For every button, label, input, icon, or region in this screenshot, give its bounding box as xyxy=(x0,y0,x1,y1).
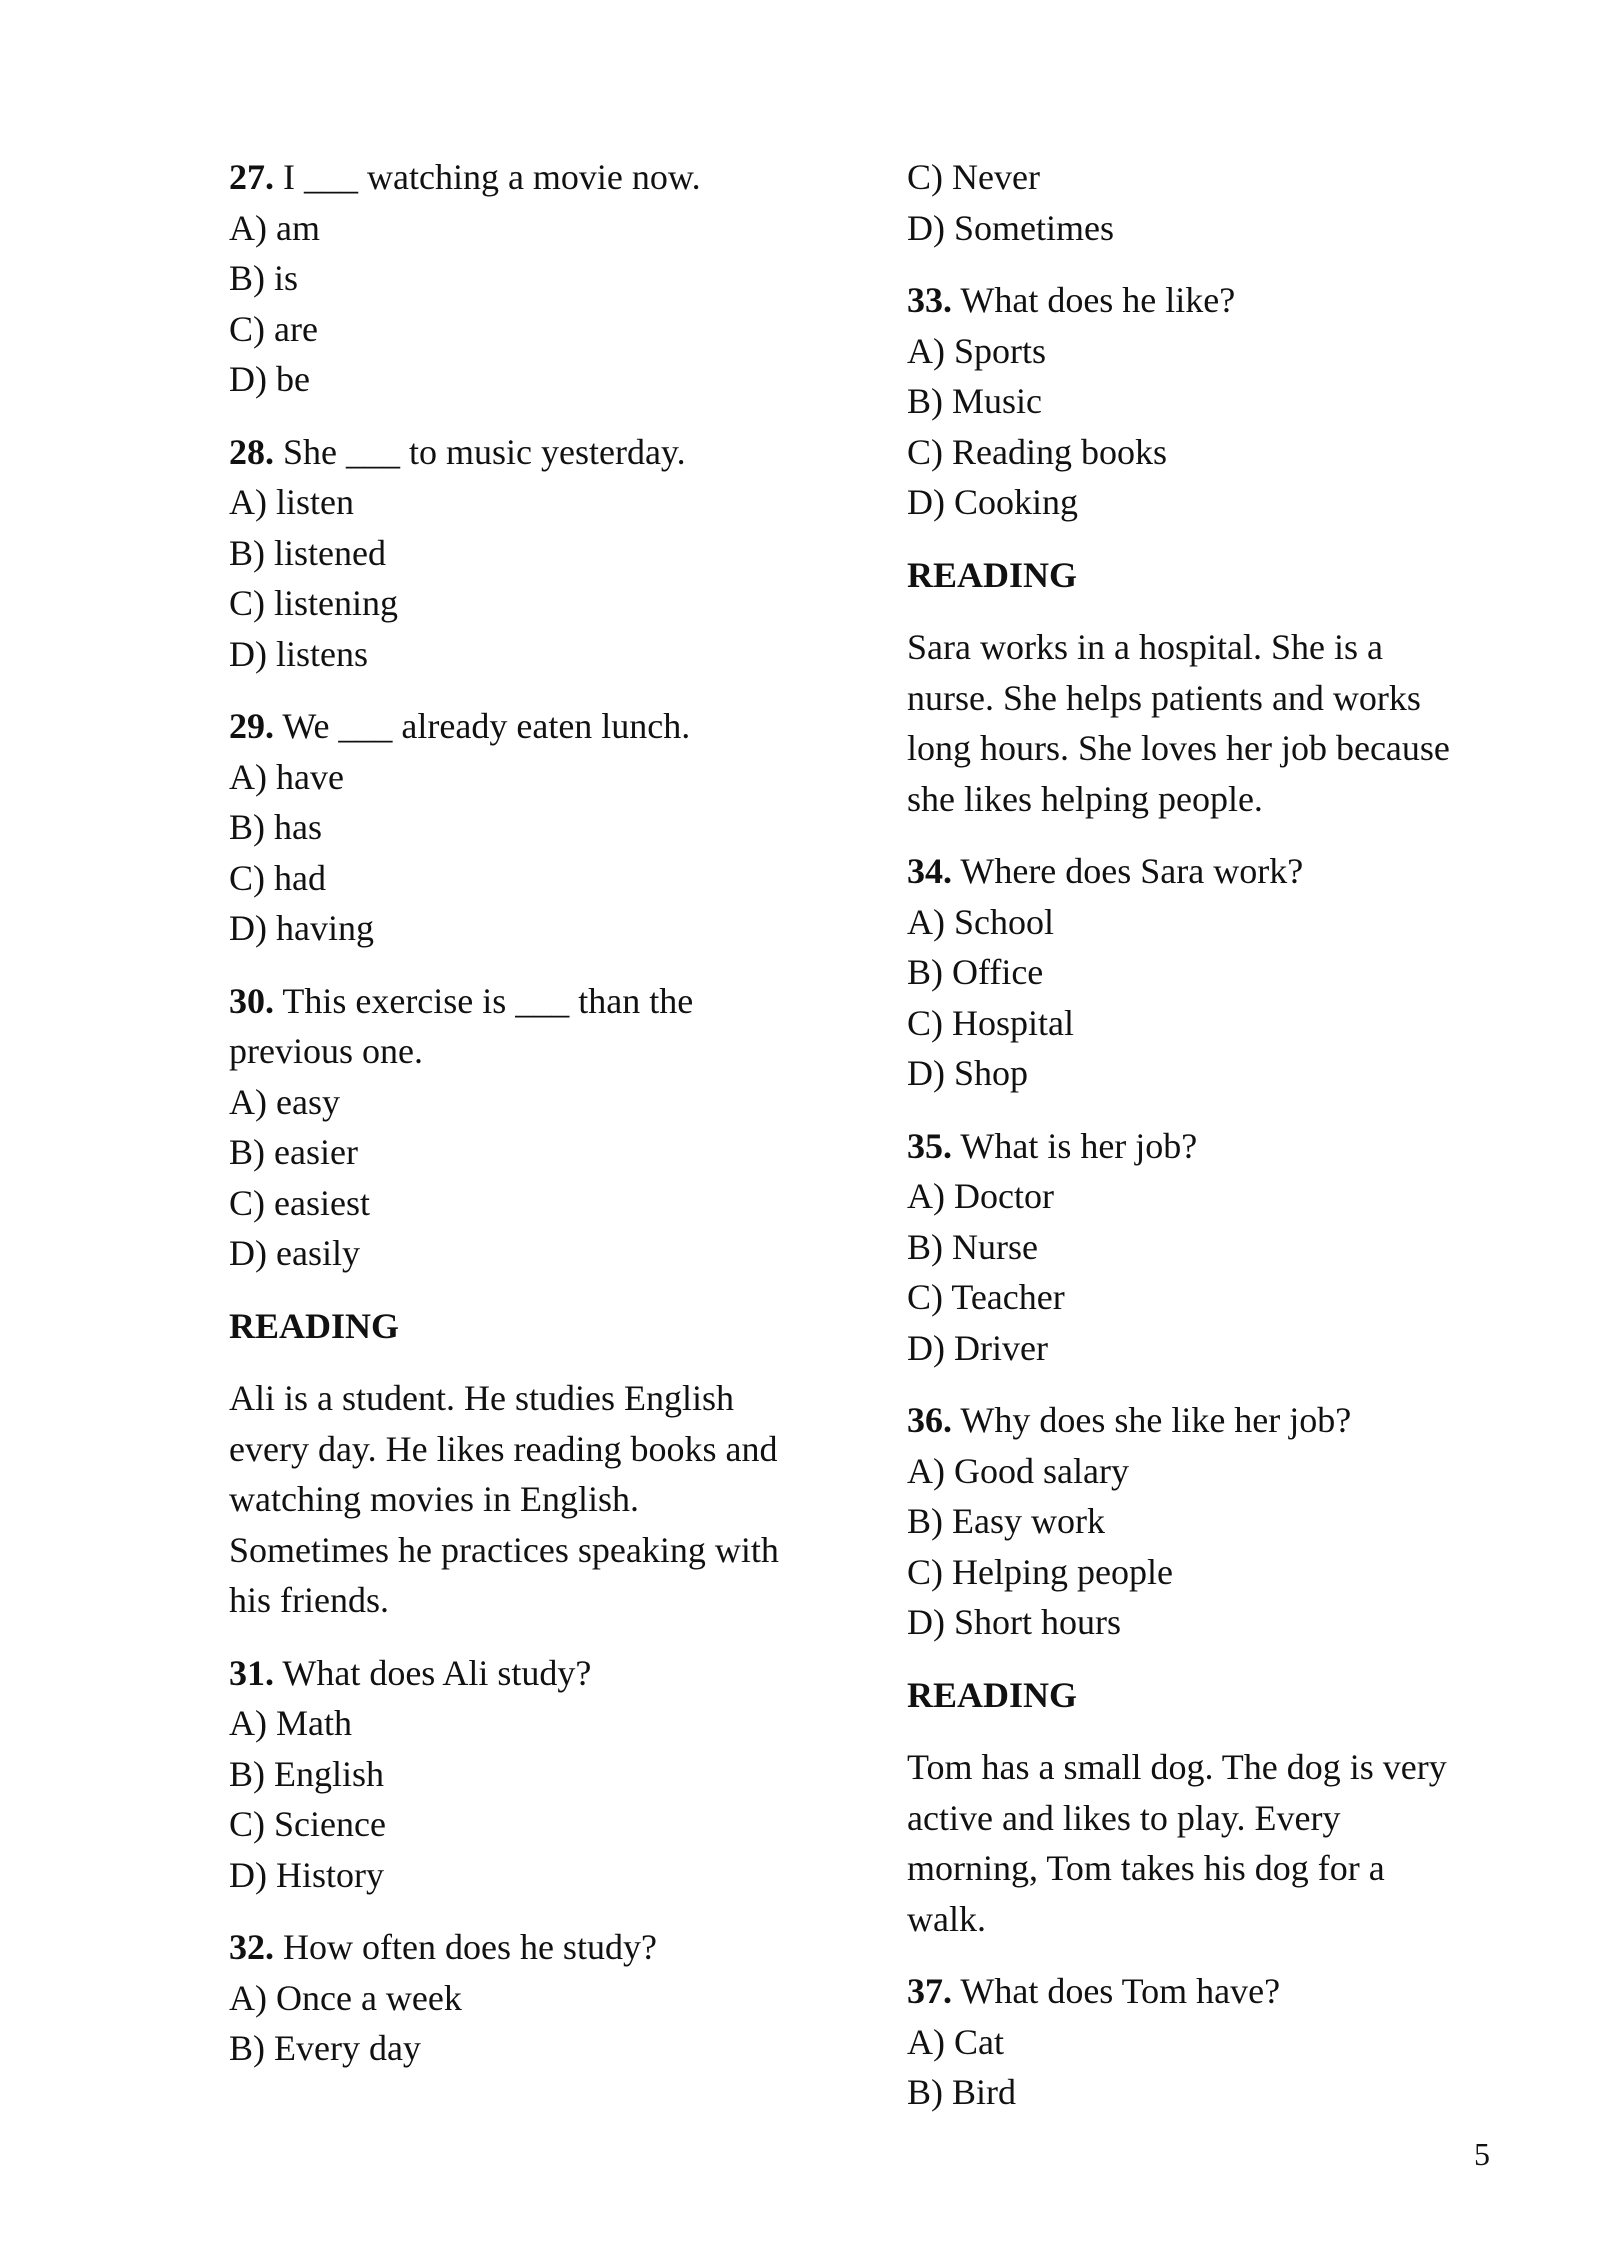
passage-line: she likes helping people. xyxy=(907,778,1263,819)
passage-line: watching movies in English. xyxy=(229,1479,639,1519)
block-spacer xyxy=(907,253,1507,275)
passage-line: Ali is a student. He studies English xyxy=(229,1378,734,1418)
answer-option: A) Math xyxy=(229,1703,352,1743)
right-column xyxy=(907,152,1507,2118)
question-stem-line xyxy=(907,846,1507,897)
answer-option: B) Easy work xyxy=(907,1501,1105,1541)
question-text: What does he like? xyxy=(960,280,1236,320)
question-number: 34. xyxy=(907,851,952,891)
answer-option: B) Bird xyxy=(907,2072,1017,2112)
answer-option: C) are xyxy=(229,308,318,349)
question-text: Why does she like her job? xyxy=(960,1400,1352,1440)
answer-option: B) easier xyxy=(229,1132,358,1172)
question-stem-line xyxy=(907,1395,1507,1446)
answer-option: A) easy xyxy=(229,1081,340,1122)
question-stem-line xyxy=(229,1922,829,1973)
passage-line: Sara works in a hospital. She is a xyxy=(907,627,1383,667)
passage-line: Sometimes he practices speaking with xyxy=(229,1529,779,1570)
answer-option: B) Office xyxy=(907,952,1044,992)
question-stem-line xyxy=(229,1026,829,1077)
answer-option: A) am xyxy=(229,207,320,248)
question-block xyxy=(229,701,829,954)
question-continuation xyxy=(907,152,1507,253)
question-block xyxy=(907,1121,1507,1374)
block-spacer xyxy=(229,1626,829,1648)
passage-line: Tom has a small dog. The dog is very xyxy=(907,1747,1447,1787)
question-block xyxy=(907,1966,1507,2118)
reading-passage xyxy=(907,1742,1507,1944)
question-text: How often does he study? xyxy=(283,1927,657,1967)
answer-option: B) is xyxy=(229,258,299,298)
section-heading: READING xyxy=(907,1674,1078,1715)
question-number: 30. xyxy=(229,980,274,1021)
block-spacer xyxy=(907,1648,1507,1670)
answer-option: D) Shop xyxy=(907,1053,1029,1093)
question-block xyxy=(229,152,829,405)
block-spacer xyxy=(229,679,829,701)
answer-option: B) has xyxy=(229,807,322,847)
answer-option: C) Hospital xyxy=(907,1002,1074,1043)
question-stem-line xyxy=(907,1966,1507,2017)
answer-option: B) Music xyxy=(907,381,1042,421)
block-spacer xyxy=(229,1351,829,1373)
answer-option: B) listened xyxy=(229,532,386,573)
answer-option: A) Once a week xyxy=(229,1977,462,2018)
question-text: I ___ watching a movie now. xyxy=(283,157,701,197)
block-spacer xyxy=(907,528,1507,550)
question-number: 35. xyxy=(907,1125,952,1166)
answer-option: A) Cat xyxy=(907,2021,1004,2062)
question-stem-line xyxy=(907,275,1507,326)
block-spacer xyxy=(907,824,1507,846)
question-stem-line xyxy=(229,701,829,752)
question-block xyxy=(229,1648,829,1901)
question-number: 29. xyxy=(229,706,274,746)
answer-option: C) listening xyxy=(229,583,398,623)
answer-option: C) Reading books xyxy=(907,431,1167,472)
answer-option: C) Science xyxy=(229,1804,386,1844)
answer-option: D) having xyxy=(229,908,374,948)
answer-option: C) easiest xyxy=(229,1182,370,1223)
question-block xyxy=(907,275,1507,528)
passage-line: his friends. xyxy=(229,1580,389,1620)
question-text: We ___ already eaten lunch. xyxy=(282,706,691,746)
answer-option: A) School xyxy=(907,901,1054,942)
section-heading: READING xyxy=(907,554,1078,595)
question-number: 32. xyxy=(229,1927,274,1967)
question-stem-line xyxy=(907,1121,1507,1172)
question-number: 27. xyxy=(229,157,274,197)
question-text: previous one. xyxy=(229,1031,423,1071)
answer-option: C) had xyxy=(229,857,326,898)
question-block xyxy=(907,1395,1507,1648)
answer-option: C) Helping people xyxy=(907,1551,1173,1592)
question-number: 28. xyxy=(229,431,274,472)
block-spacer xyxy=(229,1279,829,1301)
answer-option: B) English xyxy=(229,1753,385,1794)
answer-option: D) listens xyxy=(229,633,368,674)
question-block xyxy=(229,976,829,1279)
answer-option: C) Never xyxy=(907,157,1040,197)
question-block xyxy=(229,1922,829,2074)
question-number: 33. xyxy=(907,280,952,320)
answer-option: D) Sometimes xyxy=(907,207,1114,248)
question-text: This exercise is ___ than the xyxy=(282,980,694,1021)
answer-option: D) Driver xyxy=(907,1327,1048,1368)
question-text: What does Tom have? xyxy=(960,1971,1281,2011)
reading-passage xyxy=(229,1373,829,1626)
question-stem-line xyxy=(229,427,829,478)
block-spacer xyxy=(229,954,829,976)
block-spacer xyxy=(907,1720,1507,1742)
passage-line: nurse. She helps patients and works xyxy=(907,677,1421,718)
question-block xyxy=(907,846,1507,1099)
page-number: 5 xyxy=(1474,2136,1490,2172)
answer-option: A) Good salary xyxy=(907,1450,1129,1491)
question-text: What does Ali study? xyxy=(282,1652,592,1693)
answer-option: C) Teacher xyxy=(907,1277,1065,1317)
section-heading: READING xyxy=(229,1305,400,1346)
answer-option: D) be xyxy=(229,359,310,399)
question-number: 37. xyxy=(907,1971,952,2011)
left-column xyxy=(229,152,829,2074)
answer-option: B) Every day xyxy=(229,2028,421,2068)
block-spacer xyxy=(229,1900,829,1922)
answer-option: A) Sports xyxy=(907,330,1047,371)
answer-option: B) Nurse xyxy=(907,1226,1038,1267)
answer-option: D) History xyxy=(229,1854,384,1895)
passage-line: morning, Tom takes his dog for a xyxy=(907,1848,1385,1888)
answer-option: D) Short hours xyxy=(907,1602,1121,1642)
question-stem-line xyxy=(229,1648,829,1699)
answer-option: D) easily xyxy=(229,1233,360,1273)
block-spacer xyxy=(907,1099,1507,1121)
passage-line: active and likes to play. Every xyxy=(907,1797,1341,1838)
passage-line: long hours. She loves her job because xyxy=(907,728,1450,768)
question-text: What is her job? xyxy=(960,1125,1198,1166)
question-text: Where does Sara work? xyxy=(960,851,1304,891)
question-text: She ___ to music yesterday. xyxy=(283,431,686,472)
question-block xyxy=(229,427,829,680)
block-spacer xyxy=(229,405,829,427)
answer-option: A) have xyxy=(229,756,344,797)
block-spacer xyxy=(907,1373,1507,1395)
question-stem-line xyxy=(229,976,829,1027)
block-spacer xyxy=(907,1944,1507,1966)
passage-line: every day. He likes reading books and xyxy=(229,1428,778,1469)
answer-option: D) Cooking xyxy=(907,482,1078,522)
answer-option: A) Doctor xyxy=(907,1176,1054,1216)
passage-line: walk. xyxy=(907,1898,986,1939)
question-stem-line xyxy=(229,152,829,203)
question-number: 36. xyxy=(907,1400,952,1440)
block-spacer xyxy=(907,600,1507,622)
question-number: 31. xyxy=(229,1652,274,1693)
answer-option: A) listen xyxy=(229,482,354,522)
reading-passage xyxy=(907,622,1507,824)
